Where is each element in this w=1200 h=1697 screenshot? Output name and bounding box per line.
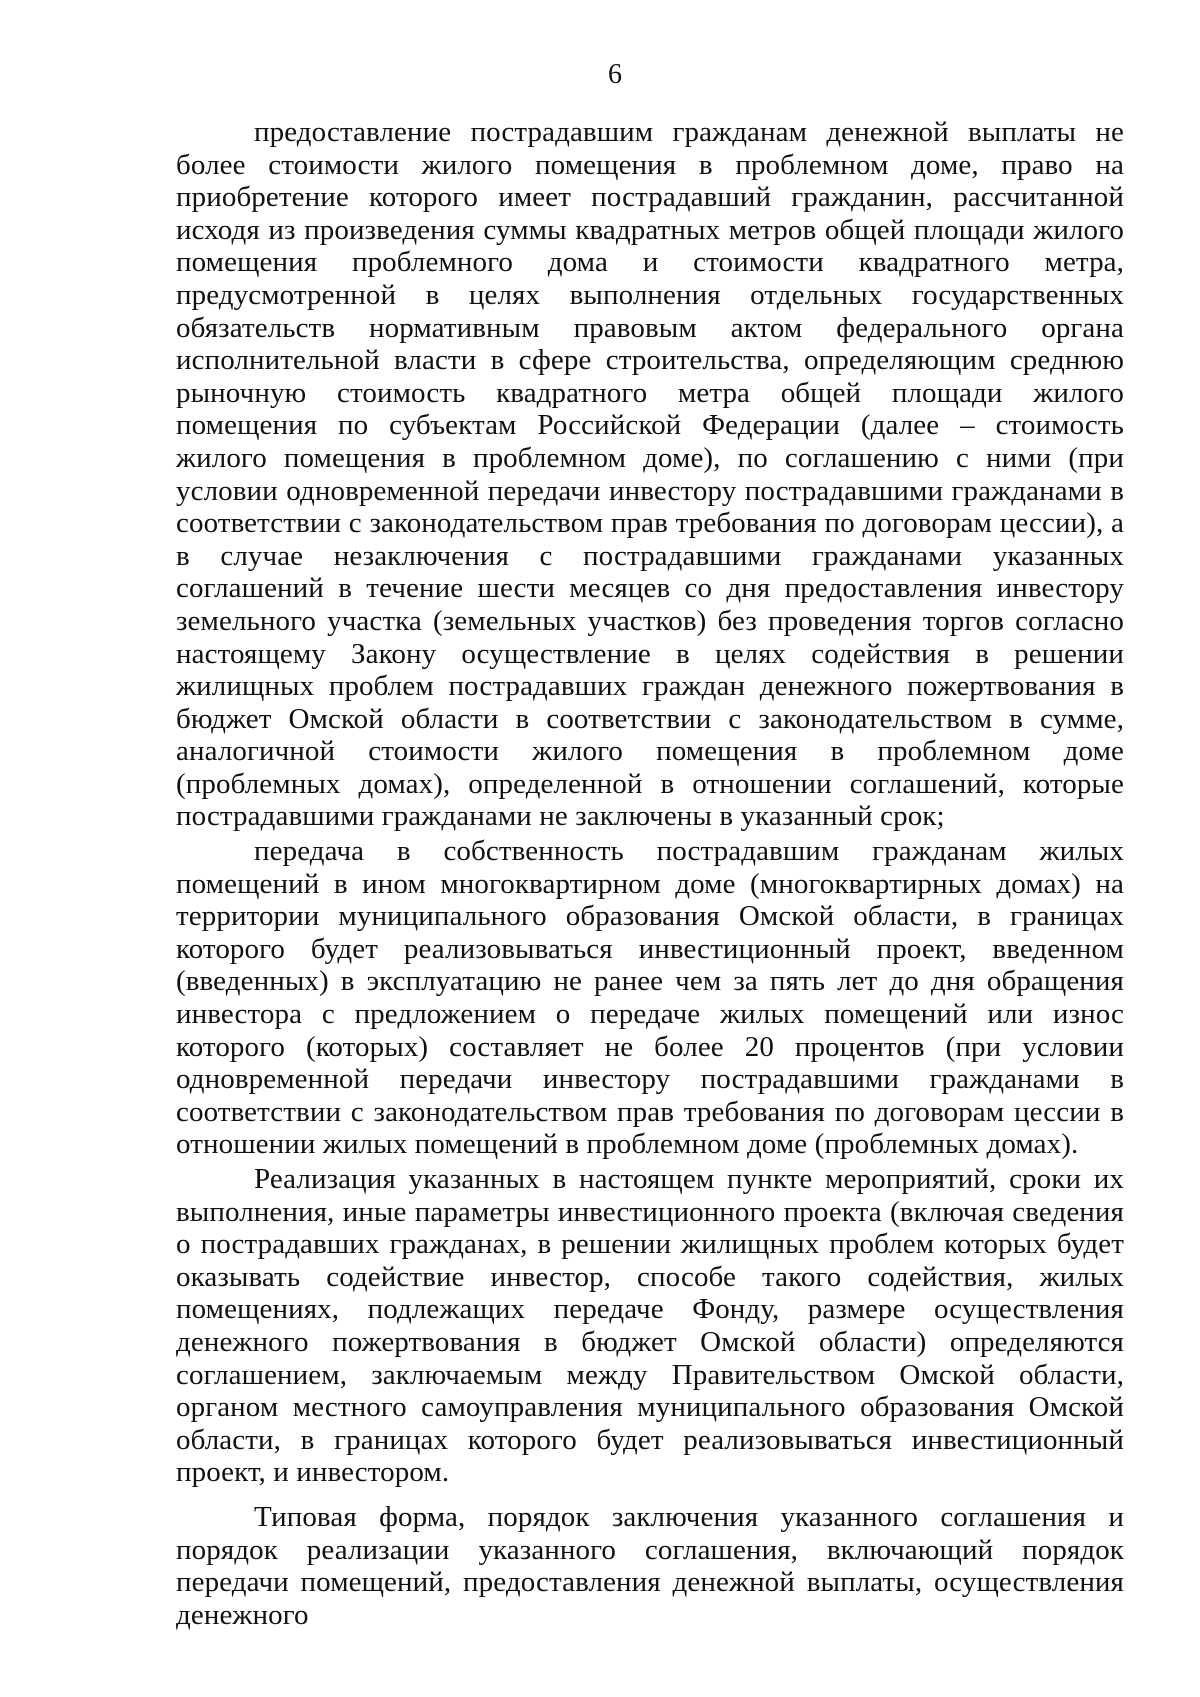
paragraph-monetary-payment: предоставление пострадавшим гражданам денежной выплаты не более стоимости жилого помещения в проблемном доме, право на приобретение которого имеет пострадавший гражданин, рассчитанной исходя из произведения суммы квадратных метров общей площади жилого помещения проблемного дома и стоимости квадратного метра, предусмотренной в целях выполнения отдельных государственных обязательств нормативным правовым актом федерального органа исполнительной власти в сфере строительства, определяющим среднюю рыночную стоимость квадратного метра общей площади жилого помещения по субъектам Российской Федерации (далее – стоимость жилого помещения в проблемном доме), по соглашению с ними (при условии одновременной передачи инвестору пострадавшими гражданами в соответствии с законодательством прав требования по договорам цессии), а в случае незаключения с пострадавшими гражданами указанных соглашений в течение шести месяцев со дня предоставления инвестору земельного участка (земельных участков) без проведения торгов согласно настоящему Закону осуществление в целях содействия в решении жилищных проблем пострадавших граждан денежного пожертвования в бюджет Омской области в соответствии с законодательством в сумме, аналогичной стоимости жилого помещения в проблемном доме (проблемных домах), определенной в отношении соглашений, которые пострадавшими гражданами не заключены в указанный срок;: [176, 116, 1124, 833]
document-body: [176, 116, 1124, 1631]
paragraph-standard-form: Типовая форма, порядок заключения указанного соглашения и порядок реализации указанного соглашения, включающий порядок передачи помещений, предоставления денежной выплаты, осуществления денежного: [176, 1500, 1124, 1631]
page-number: 6: [608, 59, 622, 90]
paragraph-property-transfer: передача в собственность пострадавшим гражданам жилых помещений в ином многоквартирном доме (многоквартирных домах) на территории муниципального образования Омской области, в границах которого будет реализовываться инвестиционный проект, введенном (введенных) в эксплуатацию не ранее чем за пять лет до дня обращения инвестора с предложением о передаче жилых помещений или износ которого (которых) составляет не более 20 процентов (при условии одновременной передачи инвестору пострадавшими гражданами в соответствии с законодательством прав требования по договорам цессии в отношении жилых помещений в проблемном доме (проблемных домах).: [176, 835, 1124, 1161]
paragraph-implementation: Реализация указанных в настоящем пункте мероприятий, сроки их выполнения, иные параметры инвестиционного проекта (включая сведения о пострадавших гражданах, в решении жилищных проблем которых будет оказывать содействие инвестор, способе такого содействия, жилых помещениях, подлежащих передаче Фонду, размере осуществления денежного пожертвования в бюджет Омской области) определяются соглашением, заключаемым между Правительством Омской области, органом местного самоуправления муниципального образования Омской области, в границах которого будет реализовываться инвестиционный проект, и инвестором.: [176, 1163, 1124, 1489]
